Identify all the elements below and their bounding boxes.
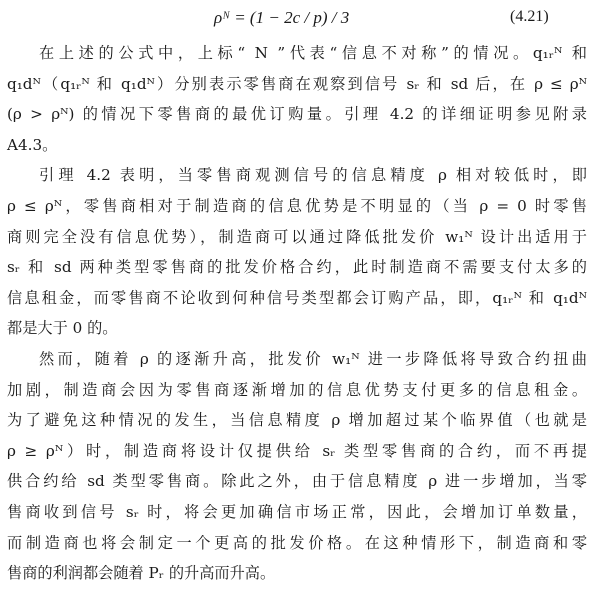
paragraph-3-line-1: 然而，随着 ρ 的逐渐升高，批发价 w₁ᴺ 进一步降低将导致合约扭曲	[39, 349, 587, 368]
equation-row	[0, 6, 596, 32]
paragraph-3-line-2: 加剧，制造商会因为零售商逐渐增加的信息优势支付更多的信息租金。	[7, 380, 587, 399]
paragraph-1-line-3: (ρ > ρᴺ) 的情况下零售商的最优订购量。引理 4.2 的详细证明参见附录	[7, 105, 587, 124]
paragraph-1-line-2: q₁dᴺ（q₁ᵣᴺ 和 q₁dᴺ）分别表示零售商在观察到信号 sᵣ 和 sd 后，在 ρ ≤ ρᴺ	[7, 74, 587, 93]
paragraph-2-line-4: sᵣ 和 sd 两种类型零售商的批发价格合约，此时制造商不需要支付太多的	[7, 258, 587, 277]
paragraph-3-line-3: 为了避免这种情况的发生，当信息精度 ρ 增加超过某个临界值（也就是	[7, 411, 587, 430]
paragraph-3-line-4: ρ ≥ ρᴺ）时，制造商将设计仅提供给 sᵣ 类型零售商的合约，而不再提	[7, 441, 587, 460]
paragraph-3-line-6: 售商收到信号 sᵣ 时，将会更加确信市场正常，因此，会增加订单数量，	[7, 502, 587, 521]
paragraph-2-line-2: ρ ≤ ρᴺ，零售商相对于制造商的信息优势是不明显的（当 ρ = 0 时零售	[7, 196, 587, 215]
paragraph-3-line-7: 而制造商也将会制定一个更高的批发价格。在这种情形下，制造商和零	[7, 533, 587, 552]
paragraph-2-line-3: 商则完全没有信息优势），制造商可以通过降低批发价 w₁ᴺ 设计出适用于	[7, 227, 587, 246]
paragraph-1-line-1: 在上述的公式中，上标“ N ”代表“信息不对称”的情况。q₁ᵣᴺ 和	[39, 44, 587, 62]
paragraph-2-line-5: 信息租金，而零售商不论收到何种信号类型都会订购产品，即，q₁ᵣᴺ 和 q₁dᴺ	[7, 288, 587, 307]
document-body	[7, 38, 587, 589]
paragraph-2-line-1: 引理 4.2 表明，当零售商观测信号的信息精度 ρ 相对较低时，即	[39, 166, 587, 185]
equation-number: (4.21)	[510, 8, 549, 25]
equation-4-21: ρᴺ = (1 − 2c / p) / 3	[214, 8, 350, 27]
paragraph-3-line-8: 售商的利润都会随着 Pᵣ 的升高而升高。	[7, 564, 276, 583]
paragraph-1-line-4: A4.3。	[7, 135, 58, 154]
paragraph-3-line-5: 供合约给 sd 类型零售商。除此之外，由于信息精度 ρ 进一步增加，当零	[7, 472, 587, 491]
paragraph-2-line-6: 都是大于 0 的。	[7, 319, 118, 338]
